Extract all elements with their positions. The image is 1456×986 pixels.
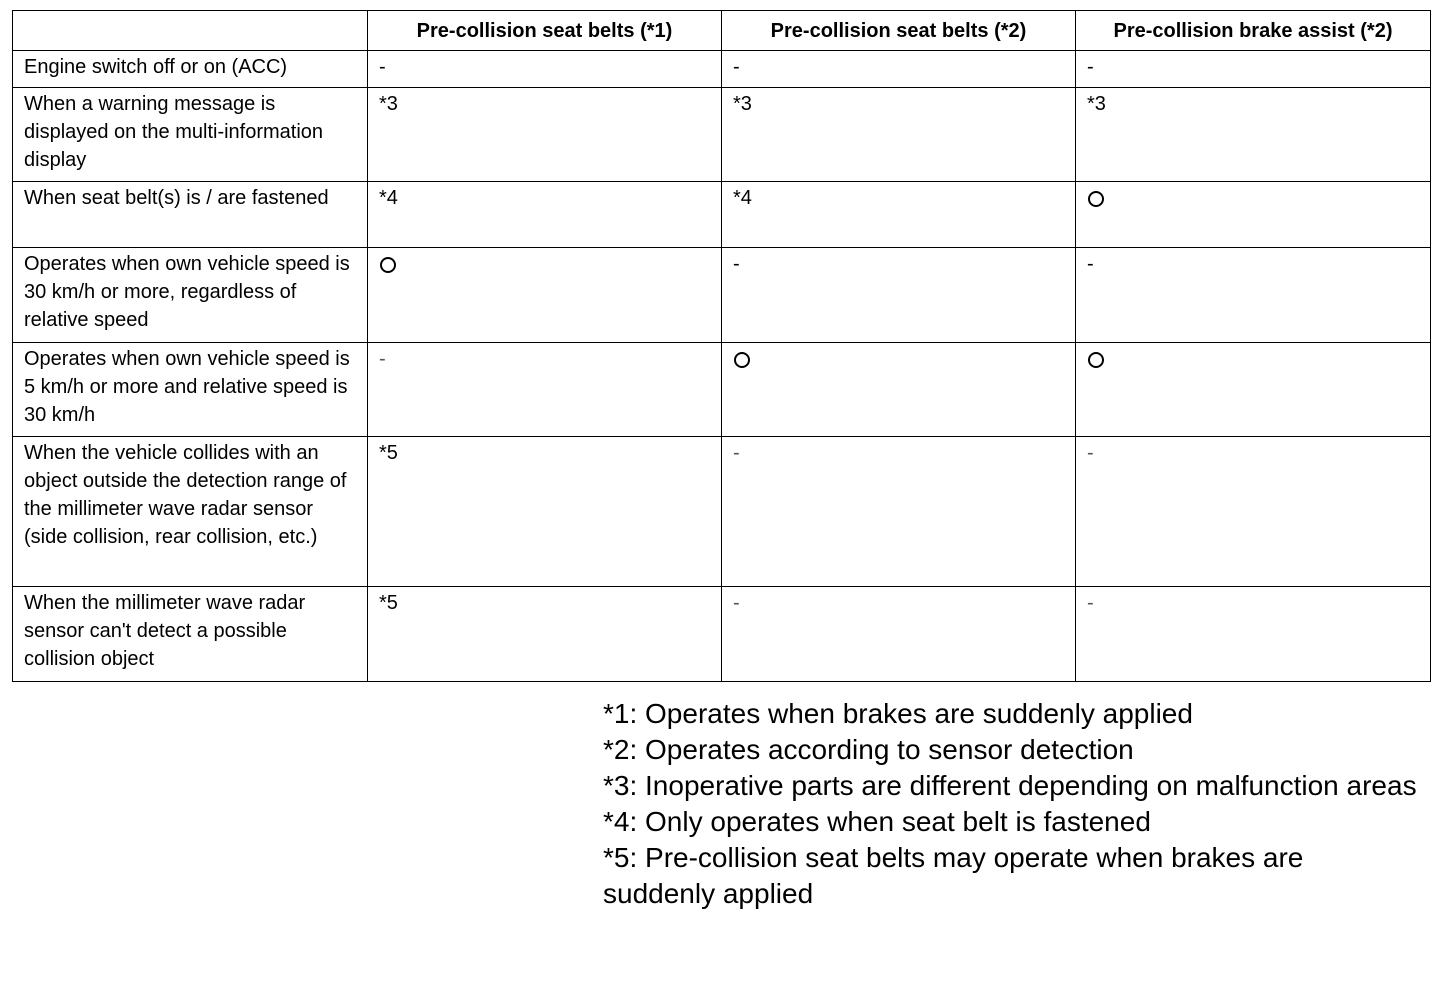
row-label: Operates when own vehicle speed is 5 km/h or more and relative speed is 30 km/h	[13, 343, 368, 437]
table-cell: -	[722, 587, 1076, 682]
table-cell: -	[1076, 587, 1431, 682]
row-label: When a warning message is displayed on the multi-information display	[13, 88, 368, 182]
operation-conditions-table	[12, 10, 1431, 682]
table-row	[13, 51, 1431, 88]
circle-mark-icon	[1088, 352, 1104, 368]
table-cell: -	[1076, 437, 1431, 587]
row-label: When seat belt(s) is / are fastened	[13, 182, 368, 248]
footnote-3: *3: Inoperative parts are different depending on malfunction areas	[603, 770, 1417, 801]
row-label: When the millimeter wave radar sensor can't detect a possible collision object	[13, 587, 368, 682]
table-cell: *4	[722, 182, 1076, 248]
table-cell	[1076, 343, 1431, 437]
table-row	[13, 182, 1431, 248]
row-label: Operates when own vehicle speed is 30 km/h or more, regardless of relative speed	[13, 248, 368, 343]
table-cell: -	[1076, 248, 1431, 343]
table-cell: *5	[368, 437, 722, 587]
column-header-seat-belts-1: Pre-collision seat belts (*1)	[368, 11, 722, 51]
table-row	[13, 343, 1431, 437]
table-cell	[1076, 182, 1431, 248]
table-row	[13, 88, 1431, 182]
row-label: Engine switch off or on (ACC)	[13, 51, 368, 88]
footnote-4: *4: Only operates when seat belt is fastened	[603, 806, 1151, 837]
column-header-brake-assist: Pre-collision brake assist (*2)	[1076, 11, 1431, 51]
circle-mark-icon	[380, 257, 396, 273]
table-cell: -	[722, 437, 1076, 587]
footnote-2: *2: Operates according to sensor detection	[603, 734, 1134, 765]
footnotes	[603, 696, 1423, 912]
footnote-1: *1: Operates when brakes are suddenly applied	[603, 698, 1193, 729]
table-cell: *3	[722, 88, 1076, 182]
table-cell: -	[368, 51, 722, 88]
table-cell: *5	[368, 587, 722, 682]
table-cell: *4	[368, 182, 722, 248]
table-cell: -	[1076, 51, 1431, 88]
table-cell	[722, 343, 1076, 437]
table-row	[13, 437, 1431, 587]
header-corner-cell	[13, 11, 368, 51]
footnote-5: *5: Pre-collision seat belts may operate when brakes are suddenly applied	[603, 842, 1304, 909]
table-row	[13, 587, 1431, 682]
table-row	[13, 248, 1431, 343]
table-cell: -	[368, 343, 722, 437]
table-cell: -	[722, 248, 1076, 343]
table-cell: *3	[1076, 88, 1431, 182]
row-label: When the vehicle collides with an object outside the detection range of the millimeter wave radar sensor (side collision, rear collision, etc.)	[13, 437, 368, 587]
circle-mark-icon	[1088, 191, 1104, 207]
column-header-seat-belts-2: Pre-collision seat belts (*2)	[722, 11, 1076, 51]
table-header-row	[13, 11, 1431, 51]
table-cell	[368, 248, 722, 343]
circle-mark-icon	[734, 352, 750, 368]
table-cell: -	[722, 51, 1076, 88]
table-cell: *3	[368, 88, 722, 182]
